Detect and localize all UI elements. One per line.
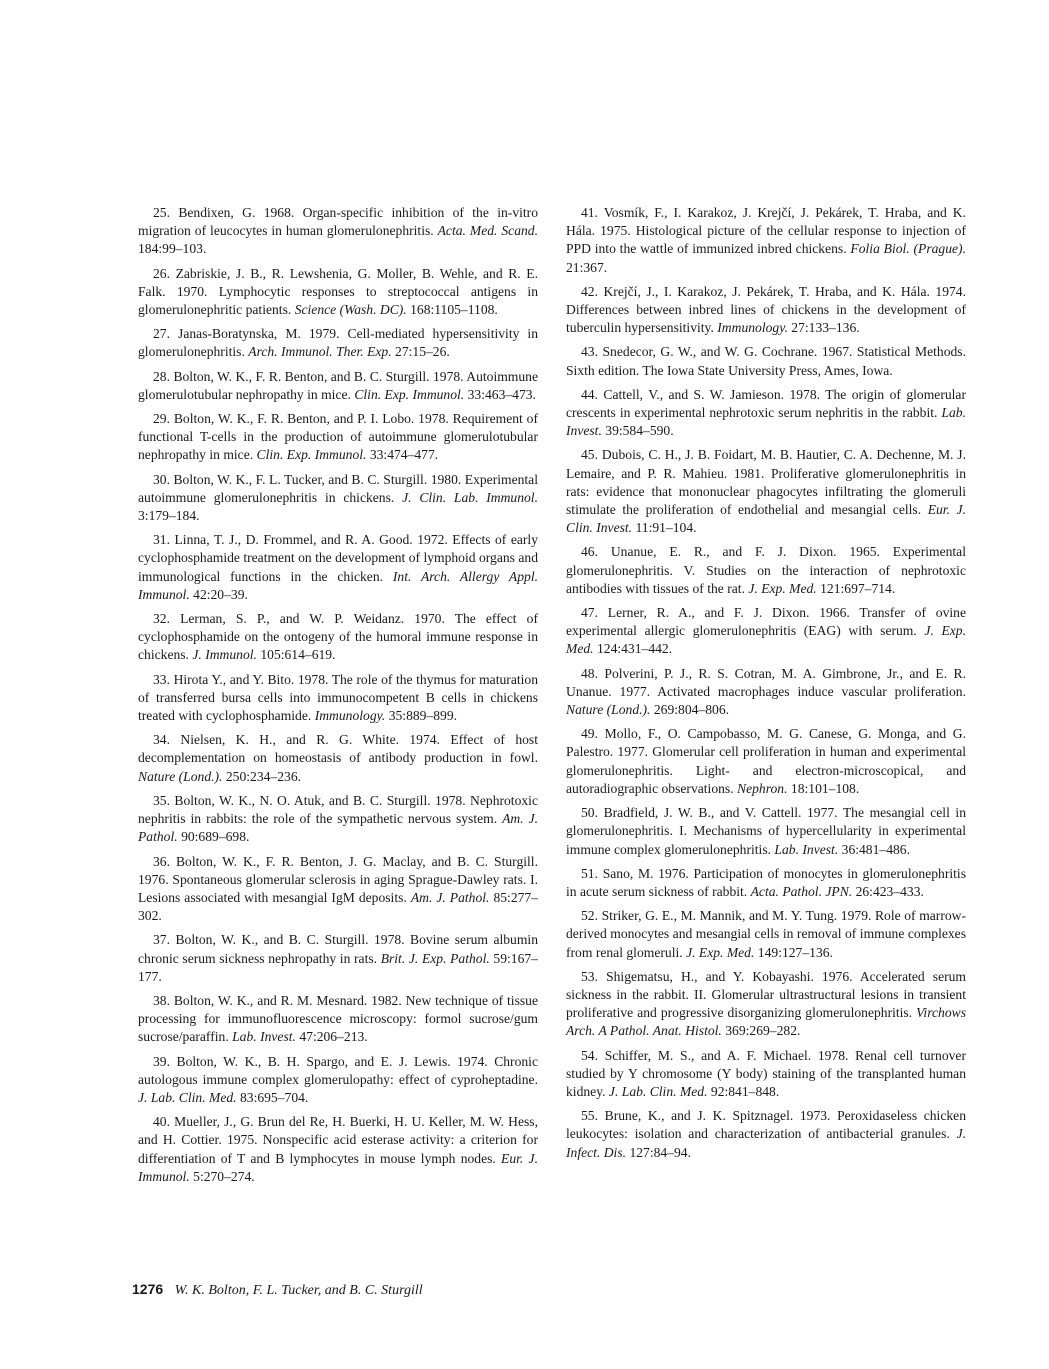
reference-number: 32.: [153, 611, 170, 627]
reference-number: 47.: [581, 605, 598, 621]
reference-text: Vosmík, F., I. Karakoz, J. Krejčí, J. Pekárek, T. Hraba, and K. Hála. 1975. Histological picture of the cellular response to injection of PPD into the wattle of immunized inbred chickens.: [566, 205, 966, 257]
reference-item: [138, 992, 538, 1047]
reference-text: Linna, T. J., D. Frommel, and R. A. Good. 1972. Effects of early cyclophosphamide treatment on the development of lymphoid organs and immunological functions in the chicken.: [138, 532, 538, 584]
reference-number: 41.: [581, 205, 598, 220]
reference-text: Bolton, W. K., and B. C. Sturgill. 1978. Bovine serum albumin chronic serum sickness nephropathy in rats.: [138, 932, 538, 966]
reference-citation: 47:206–213.: [299, 1029, 368, 1045]
reference-number: 37.: [153, 932, 170, 948]
reference-citation: 39:584–590.: [605, 423, 674, 439]
reference-item: [566, 283, 966, 338]
journal-name: Acta. Pathol. JPN.: [750, 883, 853, 899]
journal-name: J. Clin. Lab. Immunol.: [402, 489, 538, 505]
journal-name: Brit. J. Exp. Pathol.: [380, 950, 490, 966]
reference-citation: 105:614–619.: [260, 647, 336, 663]
reference-number: 52.: [581, 908, 598, 924]
reference-text: Cattell, V., and S. W. Jamieson. 1978. The origin of glomerular crescents in experimental nephrotoxic serum nephritis in the rabbit.: [566, 386, 966, 421]
reference-citation: 184:99–103.: [138, 241, 207, 257]
reference-item: [138, 531, 538, 604]
reference-number: 30.: [153, 471, 170, 487]
reference-citation: 149:127–136.: [757, 944, 833, 960]
reference-number: 48.: [581, 665, 598, 681]
journal-name: Lab. Invest.: [232, 1029, 296, 1045]
reference-item: [138, 325, 538, 361]
reference-citation: 27:15–26.: [395, 344, 450, 360]
reference-number: 43.: [581, 344, 598, 360]
reference-text: Lerman, S. P., and W. P. Weidanz. 1970. The effect of cyclophosphamide on the ontogeny of the humoral immune response in chickens.: [138, 611, 538, 663]
reference-text: Bolton, W. K., F. L. Tucker, and B. C. Sturgill. 1980. Experimental autoimmune glomerulonephritis in chickens.: [138, 471, 538, 505]
journal-name: J. Exp. Med.: [686, 944, 755, 960]
reference-number: 28.: [153, 368, 170, 384]
reference-citation: 11:91–104.: [635, 520, 697, 536]
reference-citation: 42:20–39.: [193, 586, 248, 602]
reference-text: Bolton, W. K., and R. M. Mesnard. 1982. New technique of tissue processing for immunofluorescence microscopy: formol sucrose/gum sucrose/paraffin.: [138, 992, 538, 1045]
reference-text: Mollo, F., O. Campobasso, M. G. Canese, G. Monga, and G. Palestro. 1977. Glomerular cell proliferation in human and experimental glomerulonephritis. Light- and electron-microscopical, and autoradiographic observations.: [566, 726, 966, 796]
reference-citation: 36:481–486.: [841, 841, 910, 857]
reference-number: 33.: [153, 671, 170, 687]
reference-item: [138, 731, 538, 786]
journal-name: Acta. Med. Scand.: [437, 223, 538, 239]
reference-item: [566, 1107, 966, 1162]
journal-name: Am. J. Pathol.: [138, 811, 539, 845]
reference-number: 35.: [153, 792, 170, 808]
reference-item: [566, 343, 966, 379]
reference-number: 27.: [153, 326, 170, 342]
journal-name: Eur. J. Clin. Invest.: [566, 502, 966, 536]
journal-name: Immunology.: [314, 708, 386, 724]
reference-number: 54.: [581, 1047, 598, 1063]
reference-number: 26.: [153, 265, 170, 281]
journal-name: Folia Biol. (Prague).: [850, 241, 966, 257]
journal-name: Immunology.: [717, 320, 788, 336]
reference-number: 31.: [153, 532, 170, 548]
reference-citation: 33:463–473.: [467, 386, 536, 402]
reference-item: [566, 446, 966, 537]
reference-number: 39.: [153, 1053, 170, 1069]
reference-text: Bradfield, J. W. B., and V. Cattell. 1977. The mesangial cell in glomerulonephritis. I. Mechanisms of hypercellularity in experimental immune complex glomerulonephritis.: [566, 805, 966, 857]
reference-text: Sano, M. 1976. Participation of monocytes in glomerulonephritis in acute serum sickness of rabbit.: [566, 865, 966, 899]
reference-number: 36.: [153, 853, 170, 869]
journal-name: Clin. Exp. Immunol.: [256, 447, 367, 463]
reference-item: [566, 386, 966, 441]
reference-number: 49.: [581, 726, 598, 742]
journal-name: J. Lab. Clin. Med.: [138, 1089, 237, 1105]
reference-text: Unanue, E. R., and F. J. Dixon. 1965. Experimental glomerulonephritis. V. Studies on the interaction of nephrotoxic antibodies with tissues of the rat.: [566, 544, 966, 596]
journal-name: Am. J. Pathol.: [410, 889, 490, 905]
reference-citation: 59:167–177.: [138, 950, 538, 984]
journal-name: Eur. J. Immunol.: [138, 1150, 538, 1184]
reference-item: [138, 853, 538, 926]
reference-text: Bolton, W. K., F. R. Benton, and P. I. Lobo. 1978. Requirement of functional T-cells in the production of autoimmune glomerulotubular nephropathy in mice.: [138, 411, 538, 463]
reference-citation: 250:234–236.: [225, 768, 302, 784]
reference-citation: 21:367.: [566, 259, 608, 275]
reference-text: Striker, G. E., M. Mannik, and M. Y. Tung. 1979. Role of marrow-derived monocytes and mesangial cells in removal of immune complexes from renal glomeruli.: [566, 908, 966, 960]
journal-name: Nature (Lond.).: [566, 702, 651, 718]
reference-citation: 127:84–94.: [629, 1144, 691, 1160]
reference-text: Polverini, P. J., R. S. Cotran, M. A. Gimbrone, Jr., and E. R. Unanue. 1977. Activated macrophages induce vascular proliferation.: [566, 665, 966, 699]
reference-item: [138, 471, 538, 526]
reference-item: [566, 1047, 966, 1102]
reference-item: [138, 204, 538, 259]
journal-name: Science (Wash. DC).: [294, 302, 407, 318]
page-footer: [132, 1281, 423, 1299]
reference-item: [138, 1113, 538, 1186]
reference-item: [566, 725, 966, 798]
reference-citation: 35:889–899.: [388, 708, 458, 724]
reference-item: [566, 907, 966, 962]
reference-citation: 18:101–108.: [790, 780, 860, 796]
reference-text: Mueller, J., G. Brun del Re, H. Buerki, H. U. Keller, M. W. Hess, and H. Cottier. 1975. Nonspecific acid esterase activity: a criterion for differentiation of T and B lymphocytes in mouse lymph nodes.: [138, 1114, 538, 1166]
journal-name: Nephron.: [737, 780, 788, 796]
reference-item: [138, 265, 538, 320]
reference-number: 44.: [581, 386, 598, 402]
reference-text: Zabriskie, J. B., R. Lewshenia, G. Moller, B. Wehle, and R. E. Falk. 1970. Lymphocytic responses to streptococcal antigens in glomerulonephritic patients.: [138, 265, 538, 318]
reference-citation: 27:133–136.: [791, 320, 860, 336]
reference-number: 50.: [581, 805, 598, 821]
reference-text: Bolton, W. K., F. R. Benton, J. G. Maclay, and B. C. Sturgill. 1976. Spontaneous glomerular sclerosis in aging Sprague-Dawley rats. I. Lesions associated with mesangial IgM deposits.: [138, 853, 538, 905]
references-right-column: [566, 204, 966, 1168]
reference-item: [138, 1053, 538, 1108]
reference-item: [138, 410, 538, 465]
journal-name: Lab. Invest.: [774, 841, 839, 857]
reference-text: Snedecor, G. W., and W. G. Cochrane. 1967. Statistical Methods. Sixth edition. The Iowa State University Press, Ames, Iowa.: [566, 344, 966, 378]
reference-citation: 83:695–704.: [239, 1089, 309, 1105]
reference-item: [566, 665, 966, 720]
reference-citation: 269:804–806.: [653, 702, 730, 718]
reference-citation: 3:179–184.: [138, 508, 200, 524]
reference-item: [566, 865, 966, 901]
reference-text: Bolton, W. K., F. R. Benton, and B. C. Sturgill. 1978. Autoimmune glomerulotubular nephropathy in mice.: [138, 368, 538, 402]
reference-citation: 90:689–698.: [181, 829, 250, 845]
reference-citation: 121:697–714.: [820, 580, 896, 596]
journal-name: Int. Arch. Allergy Appl. Immunol.: [138, 568, 539, 602]
journal-name: Lab. Invest.: [566, 405, 966, 439]
reference-number: 38.: [153, 992, 170, 1008]
reference-item: [138, 671, 538, 726]
journal-name: Arch. Immunol. Ther. Exp.: [248, 344, 392, 360]
journal-name: Clin. Exp. Immunol.: [354, 386, 465, 402]
reference-citation: 26:423–433.: [855, 883, 924, 899]
reference-text: Brune, K., and J. K. Spitznagel. 1973. Peroxidaseless chicken leukocytes: isolation and characterization of antibacterial granules.: [566, 1108, 966, 1142]
journal-name: J. Exp. Med.: [748, 580, 817, 596]
reference-number: 42.: [581, 283, 598, 299]
reference-citation: 33:474–477.: [369, 447, 439, 463]
reference-number: 51.: [581, 865, 598, 881]
reference-text: Hirota Y., and Y. Bito. 1978. The role of the thymus for maturation of transferred bursa cells into immunocompetent B cells in chickens treated with cyclophosphamide.: [138, 671, 538, 724]
reference-text: Shigematsu, H., and Y. Kobayashi. 1976. Accelerated serum sickness in the rabbit. II. Glomerular ultrastructural lesions in transient proliferative and progressive disorganizing glomerulonephritis.: [566, 968, 966, 1021]
reference-text: Krejčí, J., I. Karakoz, J. Pekárek, T. Hraba, and K. Hála. 1974. Differences between inbred lines of chickens in the development of tuberculin hypersensitivity.: [566, 283, 966, 336]
references-left-column: [138, 204, 538, 1192]
reference-citation: 168:1105–1108.: [410, 302, 498, 318]
reference-number: 34.: [153, 732, 170, 748]
reference-text: Dubois, C. H., J. B. Foidart, M. B. Hautier, C. A. Dechenne, M. J. Lemaire, and P. R. Mahieu. 1981. Proliferative glomerulonephritis in rats: evidence that mononuclear phagocytes infiltrating the glomeruli stimulate the proliferation of endothelial and mesangial cells.: [566, 447, 966, 518]
reference-item: [566, 543, 966, 598]
reference-item: [566, 604, 966, 659]
reference-citation: 5:270–274.: [193, 1168, 255, 1184]
journal-name: Virchows Arch. A Pathol. Anat. Histol.: [566, 1005, 966, 1039]
journal-name: J. Exp. Med.: [566, 623, 966, 657]
reference-number: 40.: [153, 1114, 170, 1130]
reference-item: [138, 610, 538, 665]
reference-item: [138, 931, 538, 986]
reference-citation: 369:269–282.: [725, 1023, 801, 1039]
journal-name: J. Infect. Dis.: [566, 1126, 966, 1160]
reference-number: 25.: [153, 205, 170, 220]
reference-number: 53.: [581, 968, 598, 984]
page-number: 1276: [132, 1281, 164, 1297]
reference-text: Bolton, W. K., B. H. Spargo, and E. J. Lewis. 1974. Chronic autologous immune complex glomerulopathy: effect of cyproheptadine.: [138, 1053, 538, 1087]
reference-text: Bolton, W. K., N. O. Atuk, and B. C. Sturgill. 1978. Nephrotoxic nephritis in rabbits: the role of the sympathetic nervous system.: [138, 792, 538, 827]
reference-item: [566, 804, 966, 859]
reference-number: 46.: [581, 544, 598, 560]
journal-name: Nature (Lond.).: [138, 768, 223, 784]
reference-text: Nielsen, K. H., and R. G. White. 1974. Effect of host decomplementation on homeostasis of antibody production in fowl.: [138, 732, 538, 766]
reference-text: Schiffer, M. S., and A. F. Michael. 1978. Renal cell turnover studied by Y chromosome (Y body) staining of the transplanted human kidney.: [566, 1047, 966, 1099]
reference-citation: 85:277–302.: [138, 889, 539, 924]
reference-item: [138, 368, 538, 404]
reference-text: Bendixen, G. 1968. Organ-specific inhibition of the in-vitro migration of leucocytes in human glomerulonephritis.: [138, 205, 538, 239]
reference-item: [138, 792, 538, 847]
running-authors: W. K. Bolton, F. L. Tucker, and B. C. Sturgill: [174, 1283, 423, 1298]
reference-citation: 124:431–442.: [596, 641, 673, 657]
reference-number: 45.: [581, 447, 598, 463]
reference-citation: 92:841–848.: [710, 1083, 780, 1099]
reference-number: 29.: [153, 411, 170, 427]
reference-item: [566, 968, 966, 1041]
journal-name: J. Immunol.: [192, 647, 257, 663]
reference-item: [566, 204, 966, 277]
reference-number: 55.: [581, 1108, 598, 1124]
journal-name: J. Lab. Clin. Med.: [608, 1083, 708, 1099]
reference-text: Lerner, R. A., and F. J. Dixon. 1966. Transfer of ovine experimental allergic glomerulonephritis (EAG) with serum.: [566, 605, 966, 639]
reference-text: Janas-Boratynska, M. 1979. Cell-mediated hypersensitivity in glomerulonephritis.: [138, 326, 539, 360]
